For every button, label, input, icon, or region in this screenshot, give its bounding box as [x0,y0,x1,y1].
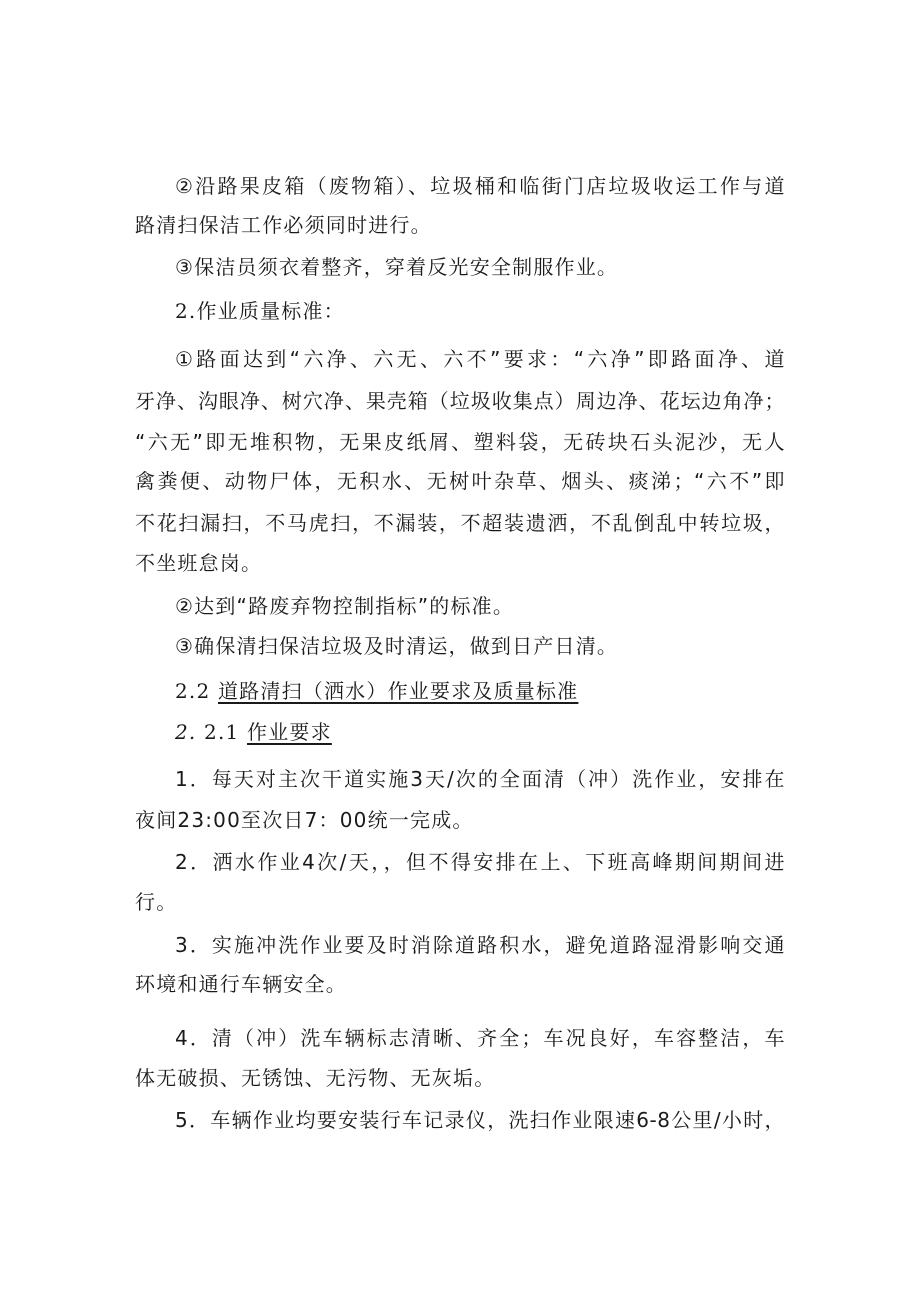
paragraph-line: ③保洁员须衣着整齐，穿着反光安全制服作业。 [175,255,619,279]
heading-number: 2.1 [204,720,240,744]
heading-number: 2. [175,299,197,323]
list-item-line: 环境和通行车辆安全。 [135,972,347,996]
list-item-line: 行。 [135,890,178,914]
heading-number-prefix: 2. [175,720,197,744]
paragraph-line: ③确保清扫保洁垃圾及时清运，做到日产日清。 [175,634,619,658]
list-item-line: 5．车辆作业均要安装行车记录仪，洗扫作业限速6-8公里/小时， [175,1108,785,1132]
list-item-line: 1．每天对主次干道实施3天/次的全面清（冲）洗作业，安排在 [175,767,785,791]
paragraph-line: 路清扫保洁工作必须同时进行。 [135,213,432,237]
paragraph-line: 不坐班怠岗。 [135,551,263,575]
paragraph-line: 不花扫漏扫，不马虎扫，不漏装，不超装遗洒，不乱倒乱中转垃圾， [135,511,785,535]
section-heading-2-2 [175,677,785,705]
paragraph-line: 禽粪便、动物尸体，无积水、无树叶杂草、烟头、痰涕；“六不”即 [135,469,785,493]
heading-text: 作业质量标准： [196,299,345,323]
heading-text: 作业要求 [247,720,332,744]
section-heading-2-2-1 [175,718,785,746]
list-item-line: 4．清（冲）洗车辆标志清晰、齐全；车况良好，车容整洁，车 [175,1026,785,1050]
paragraph-line: 牙净、沟眼净、树穴净、果壳箱（垃圾收集点）周边净、花坛边角净； [135,389,785,413]
section-heading-quality [175,297,785,325]
list-item-line: 夜间23:00至次日7：00统一完成。 [135,808,474,832]
heading-text: 道路清扫（洒水）作业要求及质量标准 [217,679,579,703]
paragraph-line: ②沿路果皮箱（废物箱）、垃圾桶和临街门店垃圾收运工作与道 [175,174,785,198]
paragraph-line: ②达到“路废弃物控制指标”的标准。 [175,594,515,618]
paragraph-line: ①路面达到“六净、六无、六不”要求：“六净”即路面净、道 [175,347,785,371]
list-item-line: 3．实施冲洗作业要及时消除道路积水，避免道路湿滑影响交通 [175,933,785,957]
paragraph-line: “六无”即无堆积物，无果皮纸屑、塑料袋，无砖块石头泥沙，无人 [135,430,785,454]
list-item-line: 体无破损、无锈蚀、无污物、无灰垢。 [135,1066,496,1090]
heading-number: 2.2 [175,679,211,703]
list-item-line: 2．洒水作业4次/天，，但不得安排在上、下班高峰期间期间进 [175,850,785,874]
